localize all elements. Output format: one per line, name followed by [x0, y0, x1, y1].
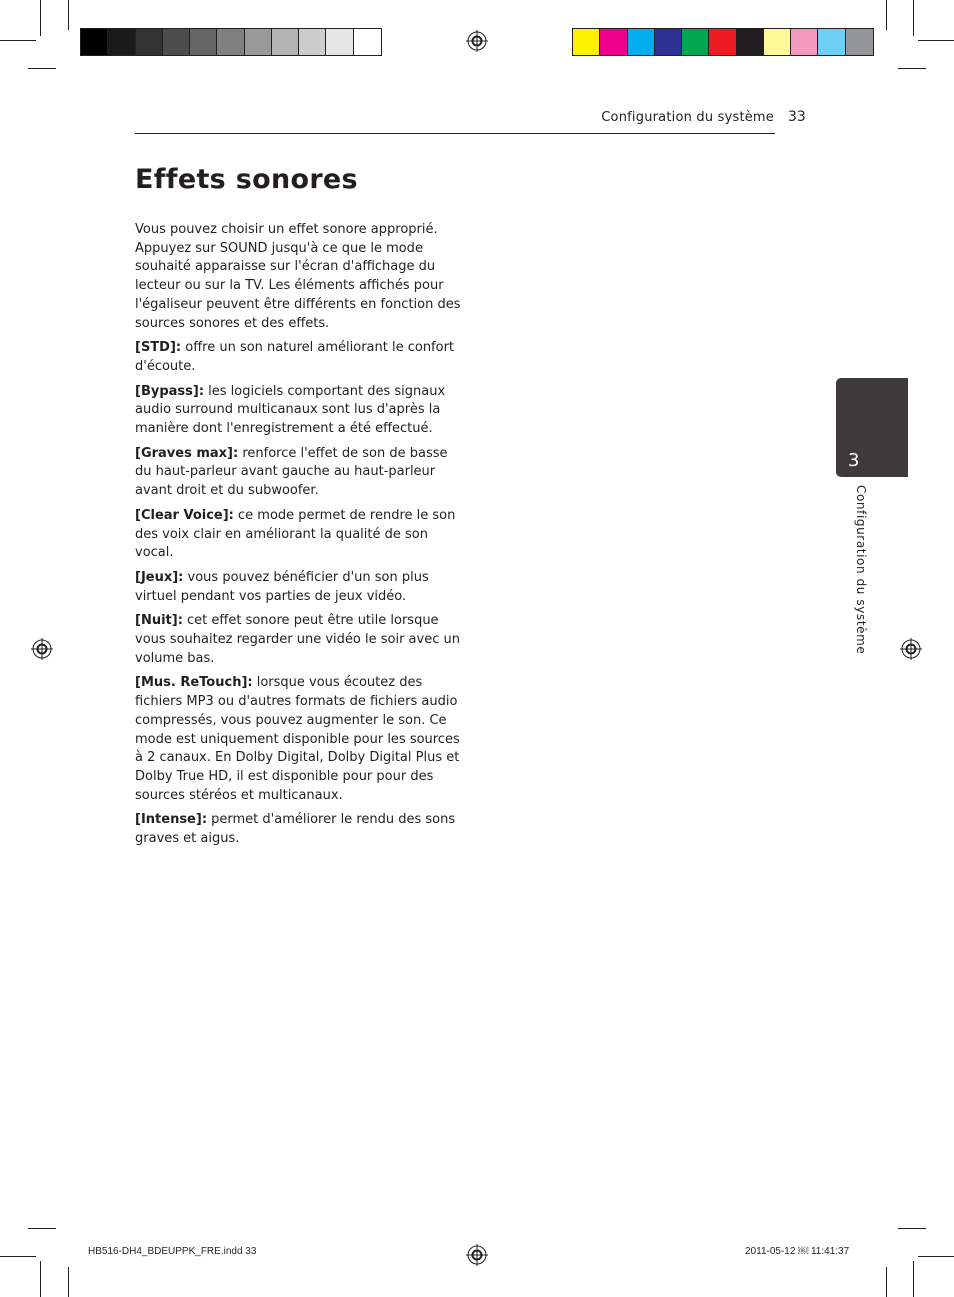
crop-mark [886, 0, 887, 30]
sound-effect-term: [Nuit]: [135, 613, 183, 629]
sound-effect-term: [STD]: [135, 340, 182, 356]
sound-effect-description: lorsque vous écoutez des fichiers MP3 ou d'autres formats de fichiers audio compressés, vous pouvez augmenter le son. Ce mode est uniquement disponible pour les sources à 2 canaux. En Dolby Digital, Dolby Digital Plus et Dolby True HD, il est disponible pour pour des sources stéréos et multicanaux. [135, 675, 460, 803]
color-swatch [709, 29, 736, 55]
sound-effect-term: [Jeux]: [135, 569, 184, 585]
sound-effect-item [135, 507, 465, 563]
gray-swatch [272, 29, 299, 55]
sound-effect-item [135, 339, 465, 376]
color-swatch [655, 29, 682, 55]
gray-swatch [217, 29, 244, 55]
color-swatch [764, 29, 791, 55]
gray-swatch [136, 29, 163, 55]
color-swatch [818, 29, 845, 55]
color-swatch [846, 29, 873, 55]
registration-target-icon [466, 1244, 488, 1266]
sound-effect-item [135, 612, 465, 668]
gray-swatch [163, 29, 190, 55]
sound-effect-term: [Mus. ReTouch]: [135, 675, 253, 691]
crop-mark [68, 1267, 69, 1297]
header-rule [135, 133, 775, 134]
sound-effect-term: [Intense]: [135, 812, 208, 828]
sound-effect-item [135, 383, 465, 439]
gray-swatch [190, 29, 217, 55]
color-swatch [737, 29, 764, 55]
sound-effect-description: renforce l'effet de son de basse du haut-parleur avant gauche au haut-parleur avant droit et du subwoofer. [135, 445, 448, 499]
crop-mark [40, 1261, 41, 1297]
grayscale-calibration-bar [80, 28, 382, 56]
sound-effect-item [135, 445, 465, 501]
sound-effect-description: cet effet sonore peut être utile lorsque vous souhaitez regarder une vidéo le soir avec un volume bas. [135, 613, 460, 666]
crop-mark [918, 40, 954, 41]
sound-effect-description: vous pouvez bénéficier d'un son plus virtuel pendant vos parties de jeux vidéo. [135, 569, 429, 604]
sound-effect-description: offre un son naturel améliorant le confort d'écoute. [135, 340, 455, 374]
sound-effect-description: les logiciels comportant des signaux audio surround multicanaux sont lus d'après la manière dont l'enregistrement a été effectué. [135, 383, 446, 437]
page-number: 33 [788, 109, 806, 125]
body-text [135, 221, 465, 855]
sound-effect-term: [Clear Voice]: [135, 507, 234, 523]
color-calibration-bar [572, 28, 874, 56]
color-swatch [682, 29, 709, 55]
registration-target-icon [466, 30, 488, 52]
sound-effect-item [135, 569, 465, 606]
sound-effect-description: permet d'améliorer le rendu des sons graves et aigus. [135, 812, 456, 847]
crop-mark [898, 1228, 926, 1229]
page-title: Effets sonores [135, 164, 358, 195]
crop-mark [28, 1228, 56, 1229]
gray-swatch [354, 29, 381, 55]
crop-mark [68, 0, 69, 30]
footer-timestamp: 2011-05-12 ￼ 11:41:37 [745, 1246, 850, 1257]
crop-mark [898, 68, 926, 69]
color-swatch [791, 29, 818, 55]
sound-effect-item [135, 811, 465, 848]
intro-paragraph: Vous pouvez choisir un effet sonore approprié. Appuyez sur SOUND jusqu'à ce que le mode souhaité apparaisse sur l'écran d'affichage du lecteur ou sur la TV. Les éléments affichés pour l'égaliseur peuvent être différents en fonction des sources sonores et des effets. [135, 222, 461, 331]
registration-target-icon [31, 638, 53, 660]
crop-mark [913, 0, 914, 36]
crop-mark [0, 1256, 36, 1257]
color-swatch [628, 29, 655, 55]
gray-swatch [299, 29, 326, 55]
crop-mark [40, 0, 41, 36]
crop-mark [28, 68, 56, 69]
chapter-tab [836, 378, 908, 477]
chapter-tab-label: Configuration du système [854, 485, 868, 655]
sound-effect-item [135, 674, 465, 805]
crop-mark [918, 1256, 954, 1257]
gray-swatch [81, 29, 108, 55]
gray-swatch [108, 29, 135, 55]
registration-target-icon [900, 638, 922, 660]
sound-effect-term: [Bypass]: [135, 383, 205, 399]
crop-mark [913, 1261, 914, 1297]
chapter-number: 3 [848, 450, 860, 471]
footer-file-name: HB516-DH4_BDEUPPK_FRE.indd 33 [88, 1246, 257, 1257]
color-swatch [573, 29, 600, 55]
sound-effect-description: ce mode permet de rendre le son des voix clair en améliorant la qualité de son vocal. [135, 507, 456, 561]
gray-swatch [326, 29, 353, 55]
running-header-section: Configuration du système [601, 110, 774, 125]
crop-mark [0, 40, 36, 41]
gray-swatch [245, 29, 272, 55]
color-swatch [600, 29, 627, 55]
crop-mark [886, 1267, 887, 1297]
sound-effect-term: [Graves max]: [135, 445, 239, 461]
